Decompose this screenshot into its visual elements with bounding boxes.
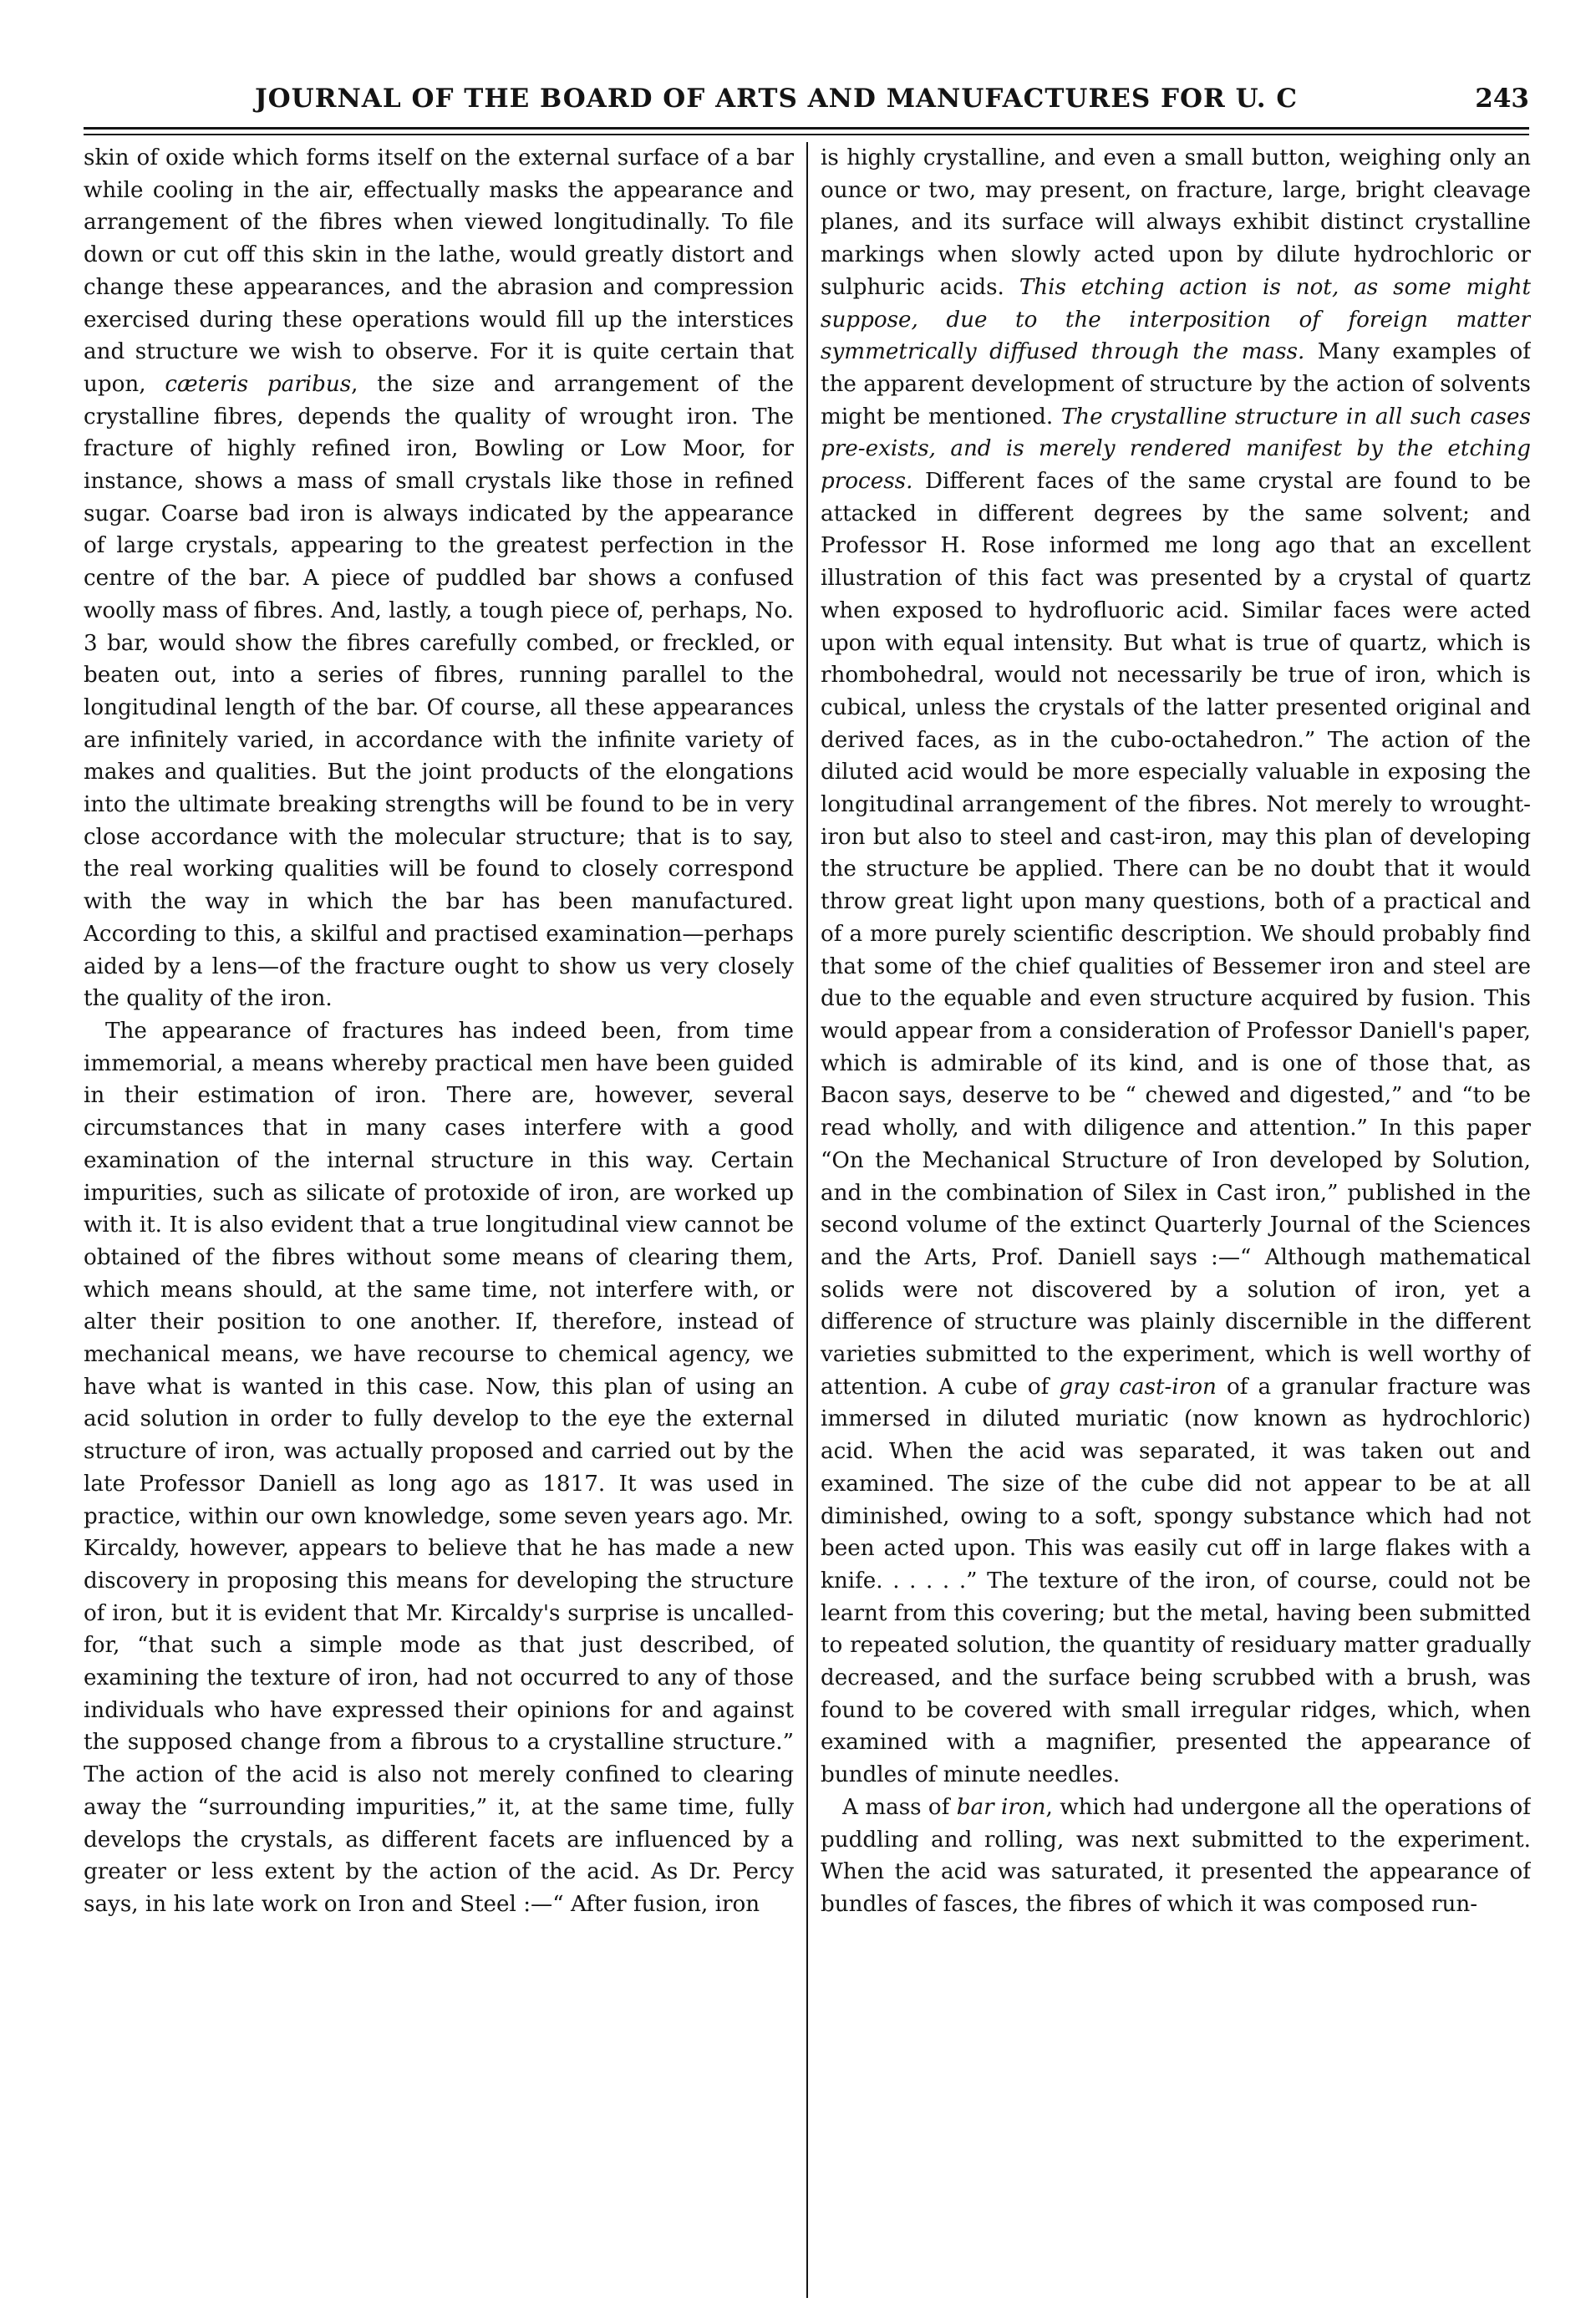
text-run: of a granular fracture was immersed in diluted muriatic (now known as hydrochloric) acid. When the acid was separated, it was taken out and examined. The size of the cube did not appear to be at all diminished, owing to a soft, spongy substance which had not been acted upon. This was easily cut off in large flakes with a knife. . . . . .” The texture of the iron, of course, could not be learnt from this covering; but the metal, having been submitted to repeated solution, the quantity of residuary matter gradually decreased, and the surface being scrubbed with a brush, was found to be covered with small irregular ridges, which, when examined with a magnifier, presented the appearance of bundles of minute needles. — [821, 1374, 1531, 1788]
header-rule-bottom — [84, 134, 1529, 135]
running-title: JOURNAL OF THE BOARD OF ARTS AND MANUFACTURES FOR U. C — [255, 84, 1299, 114]
text-run: The appearance of fractures has indeed been, from time immemorial, a means whereby practical men have been guided in their estimation of iron. There are, however, several circumstances that in many cases interfere with a good examination of the internal structure in this way. Certain impurities, such as silicate of protoxide of iron, are worked up with it. It is also evident that a true longitudinal view cannot be obtained of the fibres without some means of clearing them, which means should, at the same time, not interfere with, or alter their position to one another. If, therefore, instead of mechanical means, we have recourse to chemical agency, we have what is wanted in this case. Now, this plan of using an acid solution in order to fully develop to the eye the external structure of iron, was actually proposed and carried out by the late Professor Daniell as long ago as 1817. It was used in practice, within our own knowledge, some seven years ago. Mr. Kircaldy, however, appears to believe that he has made a new discovery in proposing this means for developing the structure of iron, but it is evident that Mr. Kircaldy's surprise is uncalled-for, “that such a simple mode as that just described, of examining the texture of iron, had not occurred to any of those individuals who have expressed their opinions for and against the supposed change from a fibrous to a crystalline structure.” The action of the acid is also not merely confined to clearing away the “surrounding impurities,” it, at the same time, fully develops the crystals, as different facets are influenced by a greater or less extent by the action of the acid. As Dr. Percy says, in his late work on Iron and Steel :—“ After fusion, iron — [84, 1018, 794, 1917]
column-divider — [806, 142, 808, 2298]
text-run: A mass of — [842, 1794, 957, 1820]
paragraph — [84, 142, 794, 1015]
page-header — [84, 82, 1529, 129]
italic-text-run: The crystalline structure in all such cases pre-exists, and is merely rendered manifest by the etching process. — [821, 404, 1531, 495]
italic-text-run: This etching action is not, as some might suppose, due to the interposition of foreign matter symmetrically diffused through the mass. — [821, 274, 1531, 365]
italic-text-run: gray cast-iron — [1059, 1374, 1217, 1400]
header-rule-top — [84, 127, 1529, 130]
page-number: 243 — [1475, 84, 1529, 114]
text-run: , the size and arrangement of the crystalline fibres, depends the quality of wrought iron. The fracture of highly refined iron, Bowling or Low Moor, for instance, shows a mass of small crystals like those in refined sugar. Coarse bad iron is always indicated by the appearance of large crystals, appearing to the greatest perfection in the centre of the bar. A piece of puddled bar shows a confused woolly mass of fibres. And, lastly, a tough piece of, perhaps, No. 3 bar, would show the fibres carefully combed, or freckled, or beaten out, into a series of fibres, running parallel to the longitudinal length of the bar. Of course, all these appearances are infinitely varied, in accordance with the infinite variety of makes and qualities. But the joint products of the elongations into the ultimate breaking strengths will be found to be in very close accordance with the molecular structure; that is to say, the real working qualities will be found to closely correspond with the way in which the bar has been manufactured. According to this, a skilful and practised examination—perhaps aided by a lens—of the fracture ought to show us very closely the quality of the iron. — [84, 371, 794, 1012]
text-run: is highly crystalline, and even a small button, weighing only an ounce or two, may present, on fracture, large, bright cleavage planes, and its surface will always exhibit distinct crystalline markings when slowly acted upon by dilute hydrochloric or sulphuric acids. — [821, 145, 1531, 300]
paragraph — [821, 142, 1531, 1792]
paragraph — [821, 1792, 1531, 1921]
paragraph — [84, 1015, 794, 1921]
text-run: Many examples of the apparent development of structure by the action of solvents might be mentioned. — [821, 339, 1531, 430]
text-run: , which had undergone all the operations of puddling and rolling, was next submitted to the experiment. When the acid was saturated, it presented the appearance of bundles of fasces, the fibres of which it was composed run- — [821, 1794, 1531, 1917]
italic-text-run: bar iron — [956, 1794, 1046, 1820]
text-run: skin of oxide which forms itself on the external surface of a bar while cooling in the air, effectually masks the appearance and arrangement of the fibres when viewed longitudinally. To file down or cut off this skin in the lathe, would greatly distort and change these appearances, and the abrasion and compression exercised during these operations would fill up the interstices and structure we wish to observe. For it is quite certain that upon, — [84, 145, 794, 397]
italic-text-run: cæteris paribus — [165, 371, 352, 397]
text-run: Different faces of the same crystal are found to be attacked in different degrees by the same solvent; and Professor H. Rose informed me long ago that an excellent illustration of this fact was presented by a crystal of quartz when exposed to hydrofluoric acid. Similar faces were acted upon with equal intensity. But what is true of quartz, which is rhombohedral, would not necessarily be true of iron, which is cubical, unless the crystals of the latter presented original and derived faces, as in the cubo-octahedron.” The action of the diluted acid would be more especially valuable in exposing the longitudinal arrangement of the fibres. Not merely to wrought-iron but also to steel and cast-iron, may this plan of developing the structure be applied. There can be no doubt that it would throw great light upon many questions, both of a practical and of a more purely scientific description. We should probably find that some of the chief qualities of Bessemer iron and steel are due to the equable and even structure acquired by fusion. This would appear from a consideration of Professor Daniell's paper, which is admirable of its kind, and is one of those that, as Bacon says, deserve to be “ chewed and digested,” and “to be read wholly, and with diligence and attention.” In this paper “On the Mechanical Structure of Iron developed by Solution, and in the combination of Silex in Cast iron,” published in the second volume of the extinct Quarterly Journal of the Sciences and the Arts, Prof. Daniell says :—“ Although mathematical solids were not discovered by a solution of iron, yet a difference of structure was plainly discernible in the different varieties submitted to the experiment, which is well worthy of attention. A cube of — [821, 469, 1531, 1400]
right-column — [821, 142, 1531, 2298]
left-column — [84, 142, 794, 2298]
